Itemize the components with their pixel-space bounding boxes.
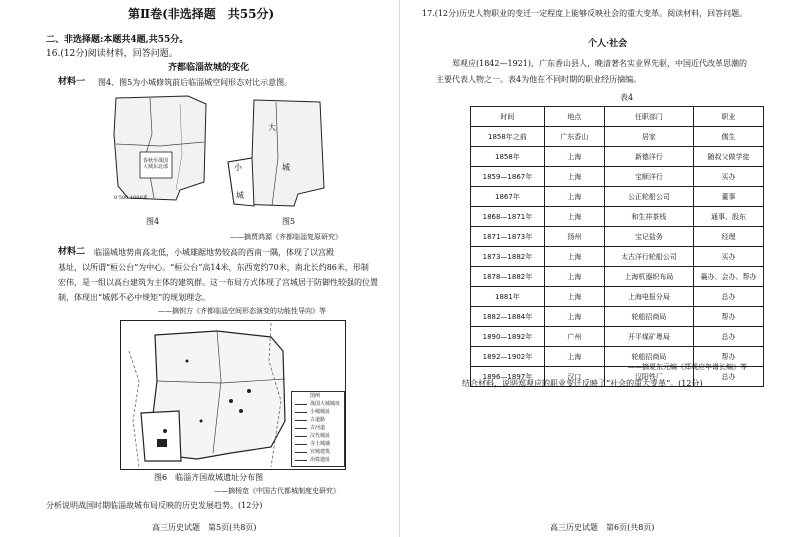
table-cell: 经理 bbox=[694, 227, 764, 247]
table-cell: 1868—1871年 bbox=[471, 207, 545, 227]
material2-line-2: 基址，以所谓“桓公台”为中心。“桓公台”高14米，东西宽约70米，南北长约86米，形制 bbox=[58, 263, 369, 272]
figure-5-label-cheng2: 城 bbox=[236, 191, 244, 200]
table-cell: 1882—1884年 bbox=[471, 307, 545, 327]
table-cell: 上海 bbox=[544, 187, 604, 207]
table-cell: 买办 bbox=[694, 167, 764, 187]
table-cell: 公正轮船公司 bbox=[604, 187, 693, 207]
table-cell: 通事、股东 bbox=[694, 207, 764, 227]
legend-item: 宫城建筑 bbox=[310, 449, 331, 455]
column-header-place: 地点 bbox=[544, 107, 604, 127]
table-cell: 总办 bbox=[694, 327, 764, 347]
table-row bbox=[471, 287, 764, 307]
table-cell: 上海电报分局 bbox=[604, 287, 693, 307]
table-row bbox=[471, 207, 764, 227]
table-cell: 居家 bbox=[604, 127, 693, 147]
legend-swatch bbox=[295, 412, 307, 413]
table-4 bbox=[470, 106, 764, 387]
table-cell: 太古洋行轮船公司 bbox=[604, 247, 693, 267]
table-cell: 上海 bbox=[544, 167, 604, 187]
table-row bbox=[471, 307, 764, 327]
table-cell: 1896—1897年 bbox=[471, 367, 545, 387]
column-header-time: 时间 bbox=[471, 107, 545, 127]
table-row bbox=[471, 187, 764, 207]
table-4-caption: 表4 bbox=[620, 93, 634, 102]
left-page-footer: 高三历史试题 第5页(共8页) bbox=[152, 523, 257, 532]
q16-question: 分析说明战国时期临淄故城布局反映的历史发展趋势。(12分) bbox=[46, 501, 263, 510]
material1-label: 材料一 bbox=[58, 77, 86, 87]
table-row bbox=[471, 327, 764, 347]
table-cell: 儒生 bbox=[694, 127, 764, 147]
table-row bbox=[471, 227, 764, 247]
table-cell: 宝记盐务 bbox=[604, 227, 693, 247]
table-cell: 新德洋行 bbox=[604, 147, 693, 167]
table-cell: 宝顺洋行 bbox=[604, 167, 693, 187]
q17-paragraph-line-1: 郑观应(1842—1921)，广东香山县人，晚清著名实业界先驱，中国近代改革思潮的 bbox=[452, 59, 747, 68]
table-cell: 1867年 bbox=[471, 187, 545, 207]
legend-item: 古河道 bbox=[310, 425, 326, 431]
table-row bbox=[471, 247, 764, 267]
figure-6-map bbox=[120, 320, 346, 470]
q16-topic-title: 齐都临淄故城的变化 bbox=[168, 63, 250, 73]
table-cell: 扬州 bbox=[544, 227, 604, 247]
table-cell: 上海 bbox=[544, 347, 604, 367]
legend-swatch bbox=[295, 428, 307, 429]
table-row bbox=[471, 147, 764, 167]
q17-paragraph-line-2: 主要代表人物之一。表4为他在不同时期的职业经历摘编。 bbox=[436, 75, 642, 84]
legend-swatch bbox=[295, 436, 307, 437]
table-cell: 1873—1882年 bbox=[471, 247, 545, 267]
material2-line-3: 宏伟，是一组以高台建筑为主体的建筑群。这一布局方式体现了宫城居于防御性较强的位置 bbox=[58, 278, 378, 287]
material2-line-1: 临淄城地势南高北低，小城雄踞地势较高的西南一隅，体现了以宫殿 bbox=[94, 248, 334, 257]
table-cell: 董事 bbox=[694, 187, 764, 207]
table-cell: 1858年之前 bbox=[471, 127, 545, 147]
legend-item: 小城城址 bbox=[310, 409, 331, 415]
figure-5-caption: 图5 bbox=[282, 217, 296, 226]
table-cell: 和生祥茶栈 bbox=[604, 207, 693, 227]
material1-citation: ——摘贾鸿源《齐都临淄复原研究》 bbox=[230, 233, 342, 241]
material2-line-4: 制，体现出“城郭不必中规矩”的规划理念。 bbox=[58, 293, 211, 302]
table-cell: 帮办 bbox=[694, 307, 764, 327]
table-cell: 上海 bbox=[544, 247, 604, 267]
legend-item: 古道路 bbox=[310, 417, 326, 423]
q17-question: 结合材料，说明郑观应的职业变迁反映了“社会的重大变革”。(12分) bbox=[462, 379, 703, 388]
table-cell: 随叔父做学徒 bbox=[694, 147, 764, 167]
table-row bbox=[471, 167, 764, 187]
material2-label: 材料二 bbox=[58, 247, 86, 257]
material2-citation: ——摘钥方《齐都临淄空间形态演变的功能性导向》等 bbox=[158, 307, 326, 315]
table-header-row bbox=[471, 107, 764, 127]
table-cell: 1890—1892年 bbox=[471, 327, 545, 347]
legend-swatch bbox=[295, 452, 307, 453]
table-cell: 广州 bbox=[544, 327, 604, 347]
right-page bbox=[400, 0, 800, 537]
table-cell: 汉阳铁厂 bbox=[604, 367, 693, 387]
figure-6-legend bbox=[291, 391, 345, 467]
table-cell: 襄办、会办、帮办 bbox=[694, 267, 764, 287]
table-cell: 上海 bbox=[544, 207, 604, 227]
table-cell: 1881年 bbox=[471, 287, 545, 307]
figure-5-map bbox=[224, 98, 328, 210]
table-cell: 上海 bbox=[544, 307, 604, 327]
figure-5-label-xiao: 小 bbox=[234, 163, 242, 172]
figure-4-caption: 图4 bbox=[146, 217, 160, 226]
figure-5-label-da: 大 bbox=[268, 123, 276, 132]
figure-6-caption: 图6 临淄齐国故城遗址分布图 bbox=[154, 473, 264, 482]
table-row bbox=[471, 127, 764, 147]
table-cell: 总办 bbox=[694, 367, 764, 387]
section-title: 二、非选择题:本题共4题,共55分。 bbox=[46, 35, 189, 45]
table-cell: 总办 bbox=[694, 287, 764, 307]
column-header-occupation: 职业 bbox=[694, 107, 764, 127]
legend-swatch bbox=[295, 460, 307, 461]
figure-4-map bbox=[110, 94, 208, 206]
figure-5-label-cheng1: 城 bbox=[282, 163, 290, 172]
material1-text: 图4、图5为小城修筑前后临淄城空间形态对比示意图。 bbox=[98, 78, 293, 87]
figure-4-scale: 0 500 1000米 bbox=[114, 195, 148, 201]
legend-item: 战国大城城址 bbox=[310, 401, 341, 407]
table-cell: 1878—1882年 bbox=[471, 267, 545, 287]
figure-4-inner-label: 春秋至战国 大城东北部 bbox=[143, 158, 169, 170]
right-page-footer: 高三历史试题 第6页(共8页) bbox=[550, 523, 655, 532]
q16-intro: 16.(12分)阅读材料，回答问题。 bbox=[46, 49, 178, 59]
legend-title: 图例 bbox=[310, 393, 321, 399]
table-cell: 1871—1873年 bbox=[471, 227, 545, 247]
table-cell: 上海机器织布局 bbox=[604, 267, 693, 287]
legend-swatch bbox=[295, 404, 307, 405]
figure-6-citation: ——摘杨宽《中国古代都城制度史研究》 bbox=[214, 487, 340, 495]
part-two-header: 第Ⅱ卷(非选择题 共55分) bbox=[128, 7, 275, 21]
table-4-citation: ——摘夏东元编《郑观应年谱长编》等 bbox=[628, 363, 747, 371]
table-cell: 轮船招商局 bbox=[604, 307, 693, 327]
table-cell: 汉口 bbox=[544, 367, 604, 387]
column-header-department: 任职部门 bbox=[604, 107, 693, 127]
legend-swatch bbox=[295, 420, 307, 421]
q17-intro: 17.(12分)历史人物职业的变迁一定程度上能够反映社会的重大变革。阅读材料，回答问题。 bbox=[422, 9, 748, 18]
table-body bbox=[471, 127, 764, 387]
table-cell: 广东香山 bbox=[544, 127, 604, 147]
legend-item: 冶铁遗址 bbox=[310, 457, 331, 463]
figure-4-svg bbox=[110, 94, 208, 206]
q17-topic-title: 个人·社会 bbox=[588, 39, 628, 49]
table-cell: 1859—1867年 bbox=[471, 167, 545, 187]
table-cell: 1892—1902年 bbox=[471, 347, 545, 367]
table-cell: 上海 bbox=[544, 287, 604, 307]
legend-item: 夯土城墙 bbox=[310, 441, 331, 447]
table-row bbox=[471, 267, 764, 287]
legend-swatch bbox=[295, 444, 307, 445]
legend-item: 汉代城址 bbox=[310, 433, 331, 439]
table-cell: 轮船招商局 bbox=[604, 347, 693, 367]
table-cell: 上海 bbox=[544, 267, 604, 287]
table-cell: 帮办 bbox=[694, 347, 764, 367]
table-cell: 开平煤矿粤局 bbox=[604, 327, 693, 347]
table-cell: 上海 bbox=[544, 147, 604, 167]
table-cell: 买办 bbox=[694, 247, 764, 267]
table-cell: 1858年 bbox=[471, 147, 545, 167]
